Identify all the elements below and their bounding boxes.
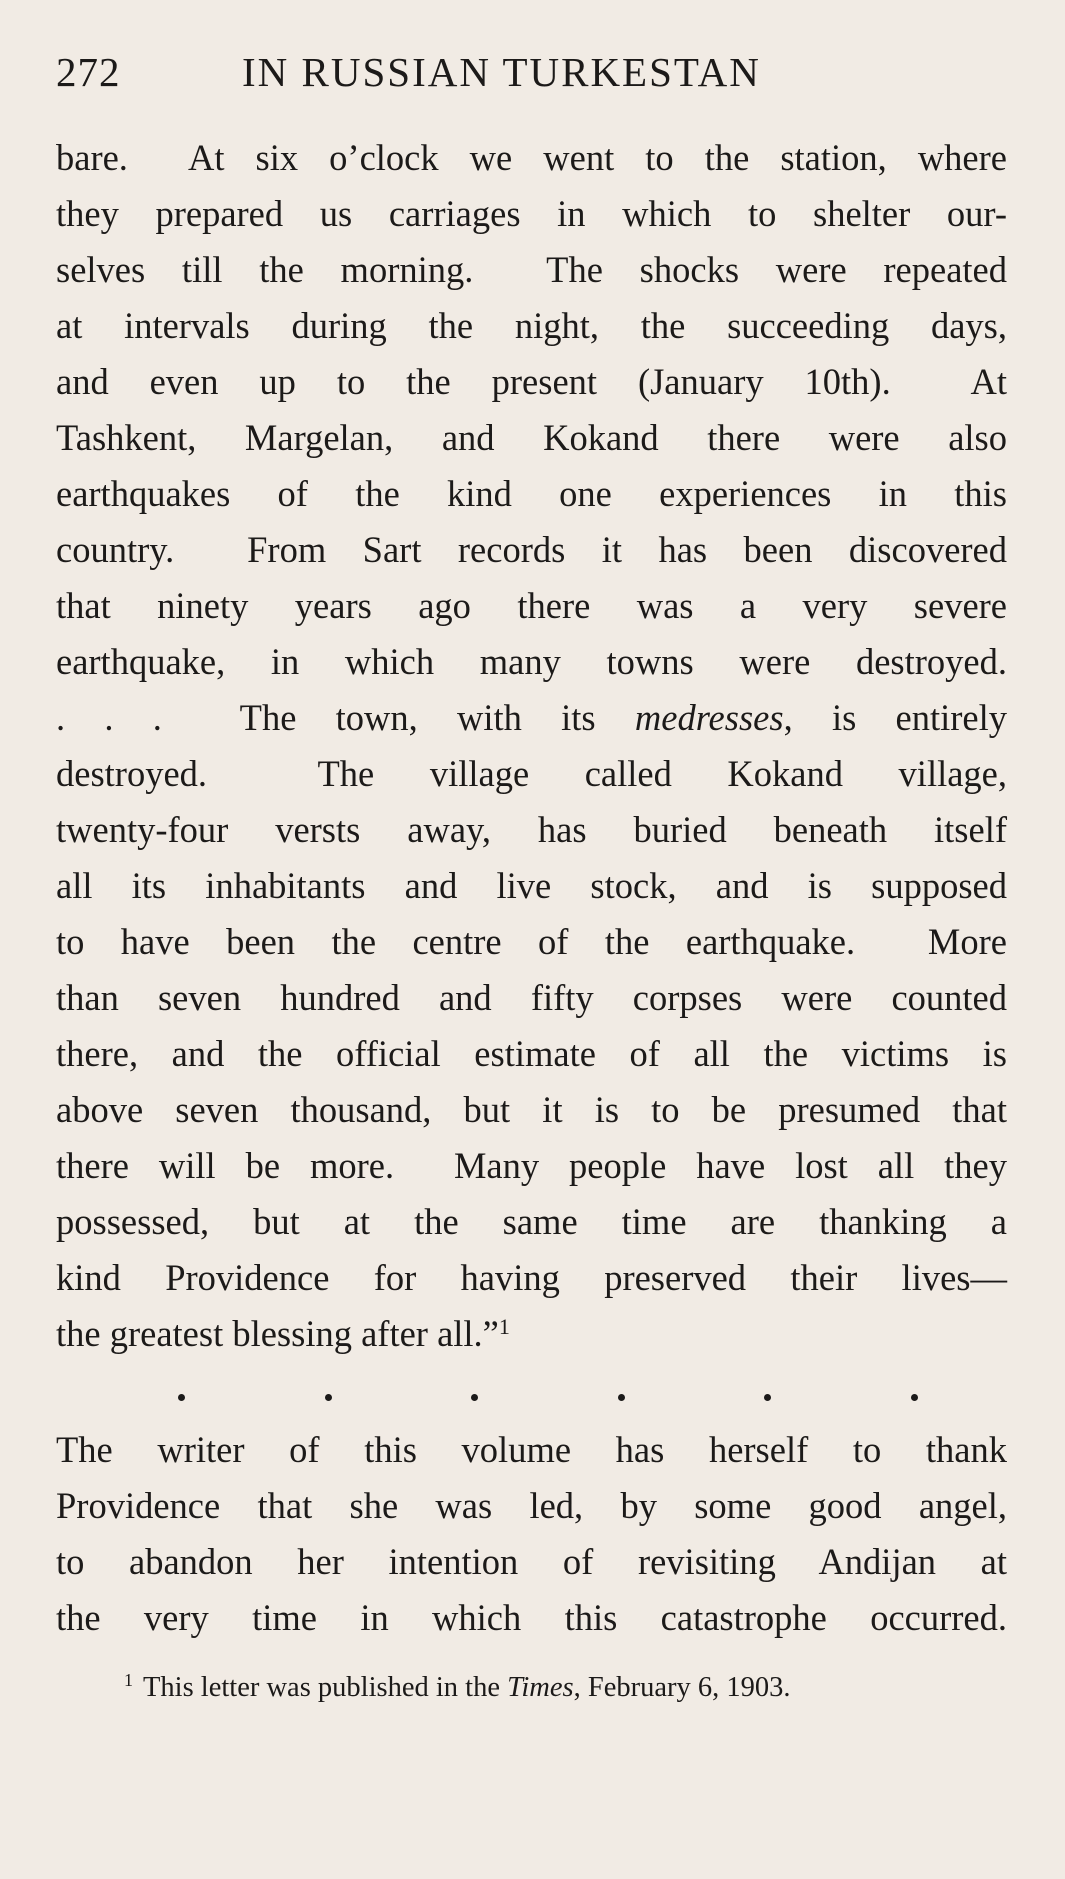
text-line: and even up to the present (January 10th). At <box>56 361 1007 402</box>
text-line: selves till the morning. The shocks were repeated <box>56 249 1007 290</box>
text-line: . . . The town, with its medresses, is entirely <box>56 697 1008 738</box>
footnote-text-tail: , February 6, 1903. <box>573 1672 791 1703</box>
text-line: the greatest blessing after all.”$^1$ <box>56 1313 510 1354</box>
text-line: that ninety years ago there was a very severe <box>56 585 1007 626</box>
text-line: all its inhabitants and live stock, and is supposed <box>56 865 1007 906</box>
dot-ornament <box>471 1394 478 1401</box>
paragraph-1 <box>56 130 1007 1362</box>
text-line: there will be more. Many people have lost all they <box>56 1145 1007 1186</box>
text-line: earthquake, in which many towns were destroyed. <box>56 641 1007 682</box>
text-line: there, and the official estimate of all the victims is <box>56 1033 1007 1074</box>
dot-ornament <box>764 1394 771 1401</box>
running-title: IN RUSSIAN TURKESTAN <box>242 49 761 95</box>
text-line: destroyed. The village called Kokand village, <box>56 753 1007 794</box>
text-line: at intervals during the night, the succeeding days, <box>56 305 1007 346</box>
text-line: kind Providence for having preserved their lives— <box>56 1257 1007 1298</box>
footnote-italic: Times <box>507 1672 574 1703</box>
footnote-marker: 1 <box>124 1670 133 1690</box>
text-line: to abandon her intention of revisiting Andijan at <box>56 1541 1007 1582</box>
dot-ornament <box>618 1394 625 1401</box>
dot-ornament <box>325 1394 332 1401</box>
text-line: country. From Sart records it has been discovered <box>56 529 1007 570</box>
footnote-text: This letter was published in the <box>143 1672 508 1703</box>
footnote-reference: 1 <box>498 1314 510 1339</box>
section-break-dots <box>178 1382 918 1412</box>
text-line: Providence that she was led, by some good angel, <box>56 1485 1007 1526</box>
text-line: to have been the centre of the earthquake. More <box>56 921 1007 962</box>
text-line: above seven thousand, but it is to be presumed that <box>56 1089 1007 1130</box>
italic-term: medresses <box>634 697 784 738</box>
text-line: twenty-four versts away, has buried beneath itself <box>56 809 1007 850</box>
text-line: possessed, but at the same time are thanking a <box>56 1201 1007 1242</box>
text-line: bare. At six o’clock we went to the station, where <box>56 137 1007 178</box>
footnote <box>124 1668 791 1708</box>
page-header <box>56 48 1006 108</box>
text-line: than seven hundred and fifty corpses were counted <box>56 977 1007 1018</box>
text-line: they prepared us carriages in which to shelter our- <box>56 193 1007 234</box>
text-line: Tashkent, Margelan, and Kokand there were also <box>56 417 1007 458</box>
dot-ornament <box>911 1394 918 1401</box>
text-line: the very time in which this catastrophe occurred. <box>56 1597 1007 1638</box>
text-line: The writer of this volume has herself to thank <box>56 1429 1007 1470</box>
dot-ornament <box>178 1394 185 1401</box>
text-line: earthquakes of the kind one experiences in this <box>56 473 1007 514</box>
paragraph-2 <box>56 1422 1007 1646</box>
page-number: 272 <box>56 49 121 95</box>
